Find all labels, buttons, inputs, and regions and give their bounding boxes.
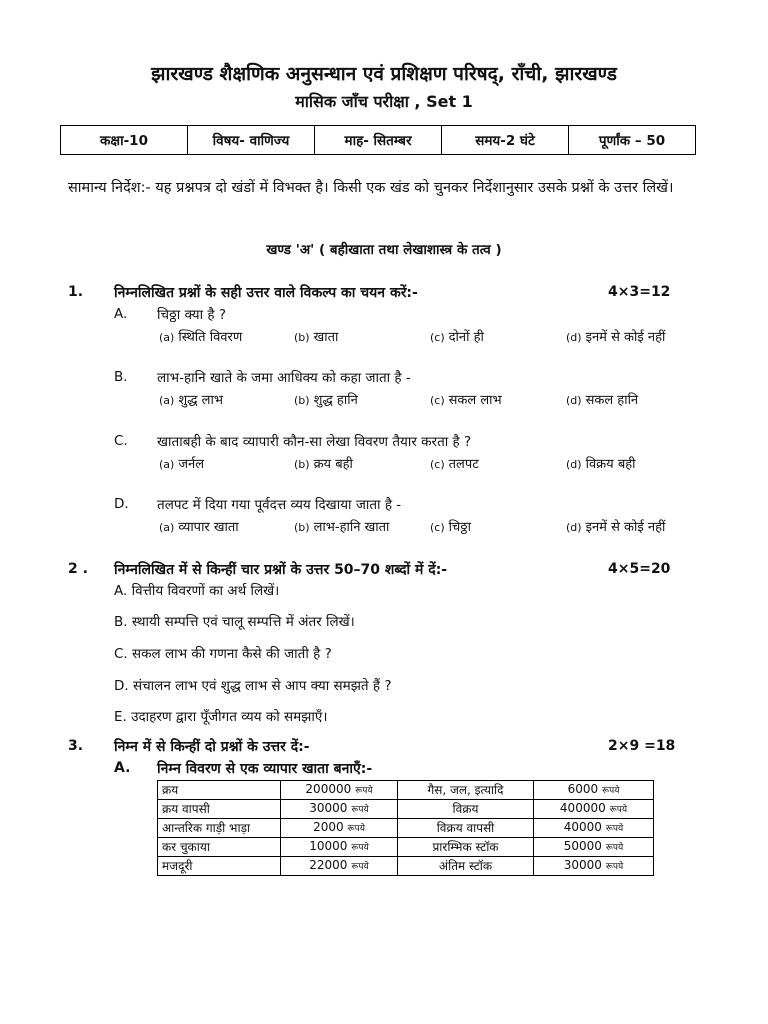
- q1a-option-d: (d) इनमें से कोई नहीं: [566, 330, 666, 345]
- table-cell: क्रय: [158, 781, 281, 800]
- q1d-option-a: (a) व्यापार खाता: [159, 520, 239, 535]
- section-title: खण्ड 'अ' ( बहीखाता तथा लेखाशास्त्र के तत्व ): [266, 242, 502, 258]
- q3-sub-label: A.: [114, 760, 131, 776]
- q1d-option-b: (b) लाभ-हानि खाता: [294, 520, 390, 535]
- q1-item-label: A.: [114, 306, 128, 322]
- class-cell: कक्षा-10: [61, 126, 188, 155]
- table-cell: प्रारम्भिक स्टॉक: [398, 838, 534, 857]
- full-marks-cell: पूर्णांक – 50: [569, 126, 696, 155]
- q1a-option-b: (b) खाता: [294, 330, 339, 345]
- q3-sub-text: निम्न विवरण से एक व्यापार खाता बनाएँ:-: [157, 761, 373, 777]
- table-row: [158, 800, 654, 819]
- table-cell: 6000 रूपये: [534, 781, 654, 800]
- q1-item-label: C.: [114, 433, 128, 449]
- table-cell: 22000 रूपये: [281, 857, 398, 876]
- q2-number: 2 .: [68, 561, 88, 577]
- q1-item-label: D.: [114, 496, 129, 512]
- q2-item: C. सकल लाभ की गणना कैसे की जाती है ?: [114, 646, 332, 662]
- q1-item-text: चिठ्ठा क्या है ?: [157, 307, 227, 323]
- q2-text: निम्नलिखित में से किन्हीं चार प्रश्नों के उत्तर 50–70 शब्दों में दें:-: [114, 562, 448, 578]
- q2-item: A. वित्तीय विवरणों का अर्थ लिखें।: [114, 583, 280, 599]
- q1-item-text: लाभ-हानि खाते के जमा आधिक्य को कहा जाता है -: [157, 370, 411, 386]
- table-cell: 200000 रूपये: [281, 781, 398, 800]
- q1d-option-c: (c) चिठ्ठा: [430, 520, 472, 535]
- subject-cell: विषय- वाणिज्य: [188, 126, 315, 155]
- table-cell: 10000 रूपये: [281, 838, 398, 857]
- month-cell: माह- सितम्बर: [315, 126, 442, 155]
- time-cell: समय-2 घंटे: [442, 126, 569, 155]
- trading-account-data-table: [157, 780, 654, 876]
- q2-item: D. संचालन लाभ एवं शुद्ध लाभ से आप क्या समझते हैं ?: [114, 678, 392, 694]
- table-cell: 30000 रूपये: [534, 857, 654, 876]
- general-instructions: सामान्य निर्देश:- यह प्रश्नपत्र दो खंडों में विभक्त है। किसी एक खंड को चुनकर निर्देशानुसार उसके प्रश्नों के उत्तर लिखें।: [68, 180, 674, 196]
- exam-subtitle: मासिक जाँच परीक्षा , Set 1: [295, 92, 473, 111]
- q1-item-text: तलपट में दिया गया पूर्वदत्त व्यय दिखाया जाता है -: [157, 497, 402, 513]
- q1b-option-d: (d) सकल हानि: [566, 393, 639, 408]
- q1a-option-c: (c) दोनों ही: [430, 330, 484, 345]
- q1c-option-d: (d) विक्रय बही: [566, 457, 636, 472]
- q2-item: B. स्थायी सम्पत्ति एवं चालू सम्पत्ति में अंतर लिखें।: [114, 614, 355, 630]
- exam-board-title: झारखण्ड शैक्षणिक अनुसन्धान एवं प्रशिक्षण परिषद्, राँची, झारखण्ड: [151, 63, 617, 85]
- q1a-option-a: (a) स्थिति विवरण: [159, 330, 243, 345]
- q3-number: 3.: [68, 738, 84, 754]
- q1b-option-a: (a) शुद्ध लाभ: [159, 393, 224, 408]
- table-cell: कर चुकाया: [158, 838, 281, 857]
- table-cell: आन्तरिक गाड़ी भाड़ा: [158, 819, 281, 838]
- q1c-option-b: (b) क्रय बही: [294, 457, 353, 472]
- table-cell: विक्रय: [398, 800, 534, 819]
- table-cell: 2000 रूपये: [281, 819, 398, 838]
- table-cell: क्रय वापसी: [158, 800, 281, 819]
- table-row: [158, 781, 654, 800]
- table-cell: अंतिम स्टॉक: [398, 857, 534, 876]
- q2-item: E. उदाहरण द्वारा पूँजीगत व्यय को समझाएँ।: [114, 709, 328, 725]
- table-cell: 400000 रूपये: [534, 800, 654, 819]
- table-cell: 50000 रूपये: [534, 838, 654, 857]
- q1d-option-d: (d) इनमें से कोई नहीं: [566, 520, 666, 535]
- q1-item-text: खाताबही के बाद व्यापारी कौन-सा लेखा विवरण तैयार करता है ?: [157, 434, 472, 450]
- q2-marks: 4×5=20: [608, 561, 671, 577]
- exam-info-table: [60, 125, 696, 155]
- q1c-option-a: (a) जर्नल: [159, 457, 205, 472]
- q3-marks: 2×9 =18: [608, 738, 676, 754]
- table-row: [158, 819, 654, 838]
- q1-marks: 4×3=12: [608, 284, 671, 300]
- table-cell: गैस, जल, इत्यादि: [398, 781, 534, 800]
- q1b-option-c: (c) सकल लाभ: [430, 393, 502, 408]
- table-row: [158, 838, 654, 857]
- table-cell: विक्रय वापसी: [398, 819, 534, 838]
- q1c-option-c: (c) तलपट: [430, 457, 479, 472]
- q3-text: निम्न में से किन्हीं दो प्रश्नों के उत्तर दें:-: [114, 739, 310, 755]
- q1b-option-b: (b) शुद्ध हानि: [294, 393, 358, 408]
- q1-text: निम्नलिखित प्रश्नों के सही उत्तर वाले विकल्प का चयन करें:-: [114, 285, 418, 301]
- q1-number: 1.: [68, 284, 84, 300]
- table-cell: 30000 रूपये: [281, 800, 398, 819]
- table-cell: 40000 रूपये: [534, 819, 654, 838]
- table-row: [158, 857, 654, 876]
- q1-item-label: B.: [114, 369, 128, 385]
- table-cell: मजदूरी: [158, 857, 281, 876]
